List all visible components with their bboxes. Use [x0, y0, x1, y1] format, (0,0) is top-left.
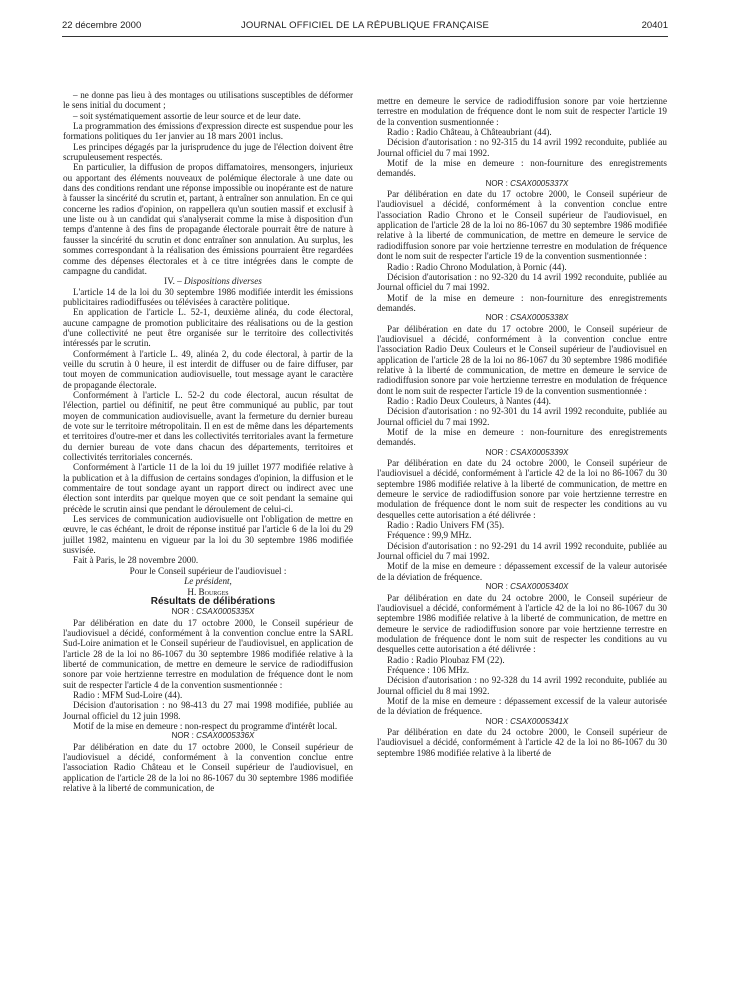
- nor-code: CSAX0005336X: [196, 731, 255, 741]
- paragraph: En particulier, la diffusion de propos diffamatoires, mensongers, injurieux ou apportant des éléments nouveaux de polémique électorale à une date ou dans des conditions rendant une réponse impossible ou inopérante est de nature à fausser la sincérité du scrutin et, partant, à entraîner son annulation. En ce qui concerne les radios d'opinion, on rappellera qu'un soutien massif et exclusif à une liste ou à un candidat qui s'analyserait comme la mise à disposition d'un temps d'antenne à des fins de propagande électorale pourrait être de nature à fausser la sincérité du scrutin et donc entraîner son annulation. Au surplus, les sommes correspondant à la réalisation des émissions pourraient être regardées comme des dépenses électorales et à ce titre intégrées dans le compte de campagne du candidat.: [63, 162, 353, 276]
- signature-line: Pour le Conseil supérieur de l'audiovisuel :: [129, 565, 287, 576]
- paragraph: Par délibération en date du 24 octobre 2000, le Conseil supérieur de l'audiovisuel a décidé, conformément à l'article 42 de la loi no 86-1067 du 30 septembre 1986 modifiée relative à la liberté de: [377, 726, 667, 758]
- paragraph: Par délibération en date du 17 octobre 2000, le Conseil supérieur de l'audiovisuel a décidé, conformément à la convention conclue entre l'association Radio Chrono et le Conseil supérieur de l'audiovisuel, en application de l'article 28 de la loi no 86-1067 du 30 septembre 1986 modifiée relative à la liberté de communication, de mettre en demeure le service de radiodiffusion sonore par voie hertzienne terrestre en modulation de fréquence dont le nom suit de respecter l'article 19 de la convention susmentionnée :: [377, 189, 667, 262]
- signature-name: H. Bourges: [187, 586, 229, 597]
- header-rule: [62, 36, 668, 37]
- nor-label: NOR :: [485, 582, 511, 592]
- nor-code: CSAX0005335X: [196, 607, 255, 617]
- paragraph: L'article 14 de la loi du 30 septembre 1986 modifiée interdit les émissions publicitaires radiodiffusées ou télévisées à caractère politique.: [63, 286, 353, 307]
- paragraph: Fréquence : 99,9 MHz.: [387, 530, 472, 541]
- nor-reference: [377, 448, 667, 458]
- nor-reference: [377, 582, 667, 592]
- paragraph: Motif de la mise en demeure : non-respect du programme d'intérêt local.: [73, 720, 338, 731]
- paragraph: Fréquence : 106 MHz.: [387, 664, 470, 675]
- page-number: 20401: [641, 20, 668, 31]
- section-number: IV. –: [164, 276, 185, 287]
- paragraph: Radio : Radio Univers FM (35).: [387, 520, 505, 531]
- paragraph: Les principes dégagés par la jurisprudence du juge de l'élection doivent être scrupuleusement respectés.: [63, 141, 353, 163]
- nor-reference: [377, 313, 667, 323]
- signature-title: Le président,: [184, 576, 232, 587]
- paragraph: Radio : Radio Ploubaz FM (22).: [387, 654, 505, 665]
- section-heading: [63, 276, 353, 286]
- paragraph: Motif de la mise en demeure : dépassement excessif de la valeur autorisée de la déviation de fréquence.: [377, 695, 667, 717]
- paragraph: Décision d'autorisation : no 92-320 du 14 avril 1992 reconduite, publiée au Journal officiel du 7 mai 1992.: [377, 271, 667, 293]
- section-title: Dispositions diverses: [184, 276, 262, 287]
- paragraph: Par délibération en date du 17 octobre 2000, le Conseil supérieur de l'audiovisuel a décidé, conformément à la convention conclue entre l'association Radio Château et le Conseil supérieur de l'audiovisuel, en application de l'article 28 de la loi no 86-1067 du 30 septembre 1986 modifiée relative à la liberté de communication, de: [63, 741, 353, 794]
- nor-label: NOR :: [171, 731, 197, 741]
- nor-label: NOR :: [485, 447, 511, 457]
- paragraph: Décision d'autorisation : no 92-328 du 14 avril 1992 reconduite, publiée au Journal officiel du 8 mai 1992.: [377, 675, 667, 696]
- paragraph: – ne donne pas lieu à des montages ou utilisations susceptibles de déformer le sens initial du document ;: [63, 90, 353, 111]
- nor-reference: [377, 717, 667, 727]
- nor-reference: [63, 607, 353, 617]
- paragraph: Radio : Radio Deux Couleurs, à Nantes (44).: [387, 395, 551, 406]
- paragraph: Les services de communication audiovisuelle ont l'obligation de mettre en œuvre, le cas échéant, le droit de réponse institué par l'article 6 de la loi du 29 juillet 1982, maintenu en vigueur par la loi du 30 septembre 1986 modifiée susvisée.: [63, 514, 353, 556]
- results-heading: Résultats de délibérations: [150, 595, 276, 607]
- paragraph: Conformément à l'article 11 de la loi du 19 juillet 1977 modifiée relative à la publication et à la diffusion de certains sondages d'opinion, la diffusion et le commentaire de tout sondage ayant un rapport direct ou indirect avec une élection sont interdits par quelque moyen que ce soit pendant la semaine qui précède le scrutin ainsi que pendant le déroulement de celui-ci.: [63, 462, 353, 514]
- paragraph: En application de l'article L. 52-1, deuxième alinéa, du code électoral, aucune campagne de promotion publicitaire des réalisations ou de la gestion d'une collectivité ne peut être organisée sur le territoire des collectivités intéressés par le scrutin.: [63, 307, 353, 349]
- nor-label: NOR :: [485, 716, 511, 726]
- paragraph: La programmation des émissions d'expression directe est suspendue pour les formations politiques du 1er janvier au 18 mars 2001 inclus.: [63, 121, 353, 142]
- nor-label: NOR :: [485, 313, 511, 323]
- paragraph: Motif de la mise en demeure : non-fourniture des enregistrements demandés.: [377, 158, 667, 179]
- nor-label: NOR :: [171, 607, 197, 617]
- paragraph: Motif de la mise en demeure : dépassement excessif de la valeur autorisée de la déviation de fréquence.: [377, 561, 667, 582]
- paragraph: Par délibération en date du 24 octobre 2000, le Conseil supérieur de l'audiovisuel a décidé, conformément à l'article 42 de la loi no 86-1067 du 30 septembre 1986 modifiée relative à la liberté de communication, de mettre en demeure le service de radiodiffusion sonore par voie hertzienne terrestre en modulation de fréquence dont le nom suit de respecter les conditions au vu desquelles cette autorisation a été délivrée :: [377, 458, 667, 520]
- paragraph: Fait à Paris, le 28 novembre 2000.: [73, 555, 199, 566]
- paragraph: Radio : Radio Château, à Châteaubriant (44).: [387, 127, 552, 138]
- paragraph: mettre en demeure le service de radiodiffusion sonore par voie hertzienne terrestre en modulation de fréquence dont le nom suit de respecter l'article 19 de la convention susmentionnée :: [377, 96, 667, 127]
- left-column: [63, 90, 353, 793]
- paragraph: Par délibération en date du 17 octobre 2000, le Conseil supérieur de l'audiovisuel a décidé, conformément à la convention conclue entre la SARL Sud-Loire animation et le Conseil supérieur de l'audiovisuel, en application de l'article 28 de la loi no 86-1067 du 30 septembre 1986 modifiée relative à la liberté de communication, de mettre en demeure le service de radiodiffusion sonore par voie hertzienne terrestre en modulation de fréquence dont le nom suit de respecter l'article 4 de la convention susmentionnée :: [63, 617, 353, 690]
- paragraph: Motif de la mise en demeure : non-fourniture des enregistrements demandés.: [377, 427, 667, 448]
- nor-reference: [63, 731, 353, 741]
- page-header: [62, 20, 668, 34]
- paragraph: – soit systématiquement assortie de leur source et de leur date.: [73, 110, 301, 121]
- paragraph: Conformément à l'article L. 52-2 du code électoral, aucun résultat de l'élection, partiel ou définitif, ne peut être communiqué au public, par tout moyen de communication audiovisuelle, avant la fermeture du dernier bureau de vote sur le territoire métropolitain. Il en est de même dans les départements et territoires d'outre-mer et dans les collectivités territoriales avant la fermeture du dernier bureau de vote dans chacun des départements, territoires et collectivités territoriales concernés.: [63, 389, 353, 463]
- paragraph: Conformément à l'article L. 49, alinéa 2, du code électoral, à partir de la veille du scrutin à 0 heure, il est interdit de diffuser ou de faire diffuser, par tout moyen de communication audiovisuelle, tout message ayant le caractère de propagande électorale.: [63, 348, 353, 390]
- paragraph: Par délibération en date du 17 octobre 2000, le Conseil supérieur de l'audiovisuel a décidé, conformément à la convention conclue entre l'association Radio Deux Couleurs et le Conseil supérieur de l'audiovisuel en application de l'article 28 de la loi no 86-1067 du 30 septembre 1986 modifiée relative à la liberté de communication, de mettre en demeure le service de radiodiffusion sonore par voie hertzienne terrestre en modulation de fréquence dont le nom suit de respecter l'article 19 de la convention susmentionnée :: [377, 323, 667, 396]
- paragraph: Décision d'autorisation : no 98-413 du 27 mai 1998 modifiée, publiée au Journal officiel du 12 juin 1998.: [63, 700, 353, 721]
- paragraph: Décision d'autorisation : no 92-315 du 14 avril 1992 reconduite, publiée au Journal officiel du 7 mai 1992.: [377, 137, 667, 158]
- right-column: [377, 96, 667, 758]
- paragraph: Motif de la mise en demeure : non-fourniture des enregistrements demandés.: [377, 292, 667, 313]
- paragraph: Décision d'autorisation : no 92-301 du 14 avril 1992 reconduite, publiée au Journal officiel du 7 mai 1992.: [377, 406, 667, 427]
- journal-title: JOURNAL OFFICIEL DE LA RÉPUBLIQUE FRANÇAISE: [240, 20, 490, 31]
- nor-code: CSAX0005341X: [510, 716, 569, 726]
- nor-code: CSAX0005337X: [510, 178, 569, 188]
- paragraph: Radio : MFM Sud-Loire (44).: [73, 689, 183, 700]
- nor-code: CSAX0005339X: [510, 447, 569, 457]
- nor-reference: [377, 179, 667, 189]
- nor-code: CSAX0005340X: [510, 582, 569, 592]
- nor-label: NOR :: [485, 178, 511, 188]
- paragraph: Radio : Radio Chrono Modulation, à Pornic (44).: [387, 261, 567, 272]
- paragraph: Décision d'autorisation : no 92-291 du 14 avril 1992 reconduite, publiée au Journal officiel du 7 mai 1992.: [377, 540, 667, 562]
- nor-code: CSAX0005338X: [510, 313, 569, 323]
- header-date: 22 décembre 2000: [62, 20, 142, 31]
- paragraph: Par délibération en date du 24 octobre 2000, le Conseil supérieur de l'audiovisuel a décidé, conformément à l'article 42 de la loi no 86-1067 du 30 septembre 1986 modifiée relative à la liberté de communication, de mettre en demeure le service de radiodiffusion sonore par voie hertzienne terrestre en modulation de fréquence dont le nom suit de respecter les conditions au vu desquelles cette autorisation a été délivrée :: [377, 592, 667, 655]
